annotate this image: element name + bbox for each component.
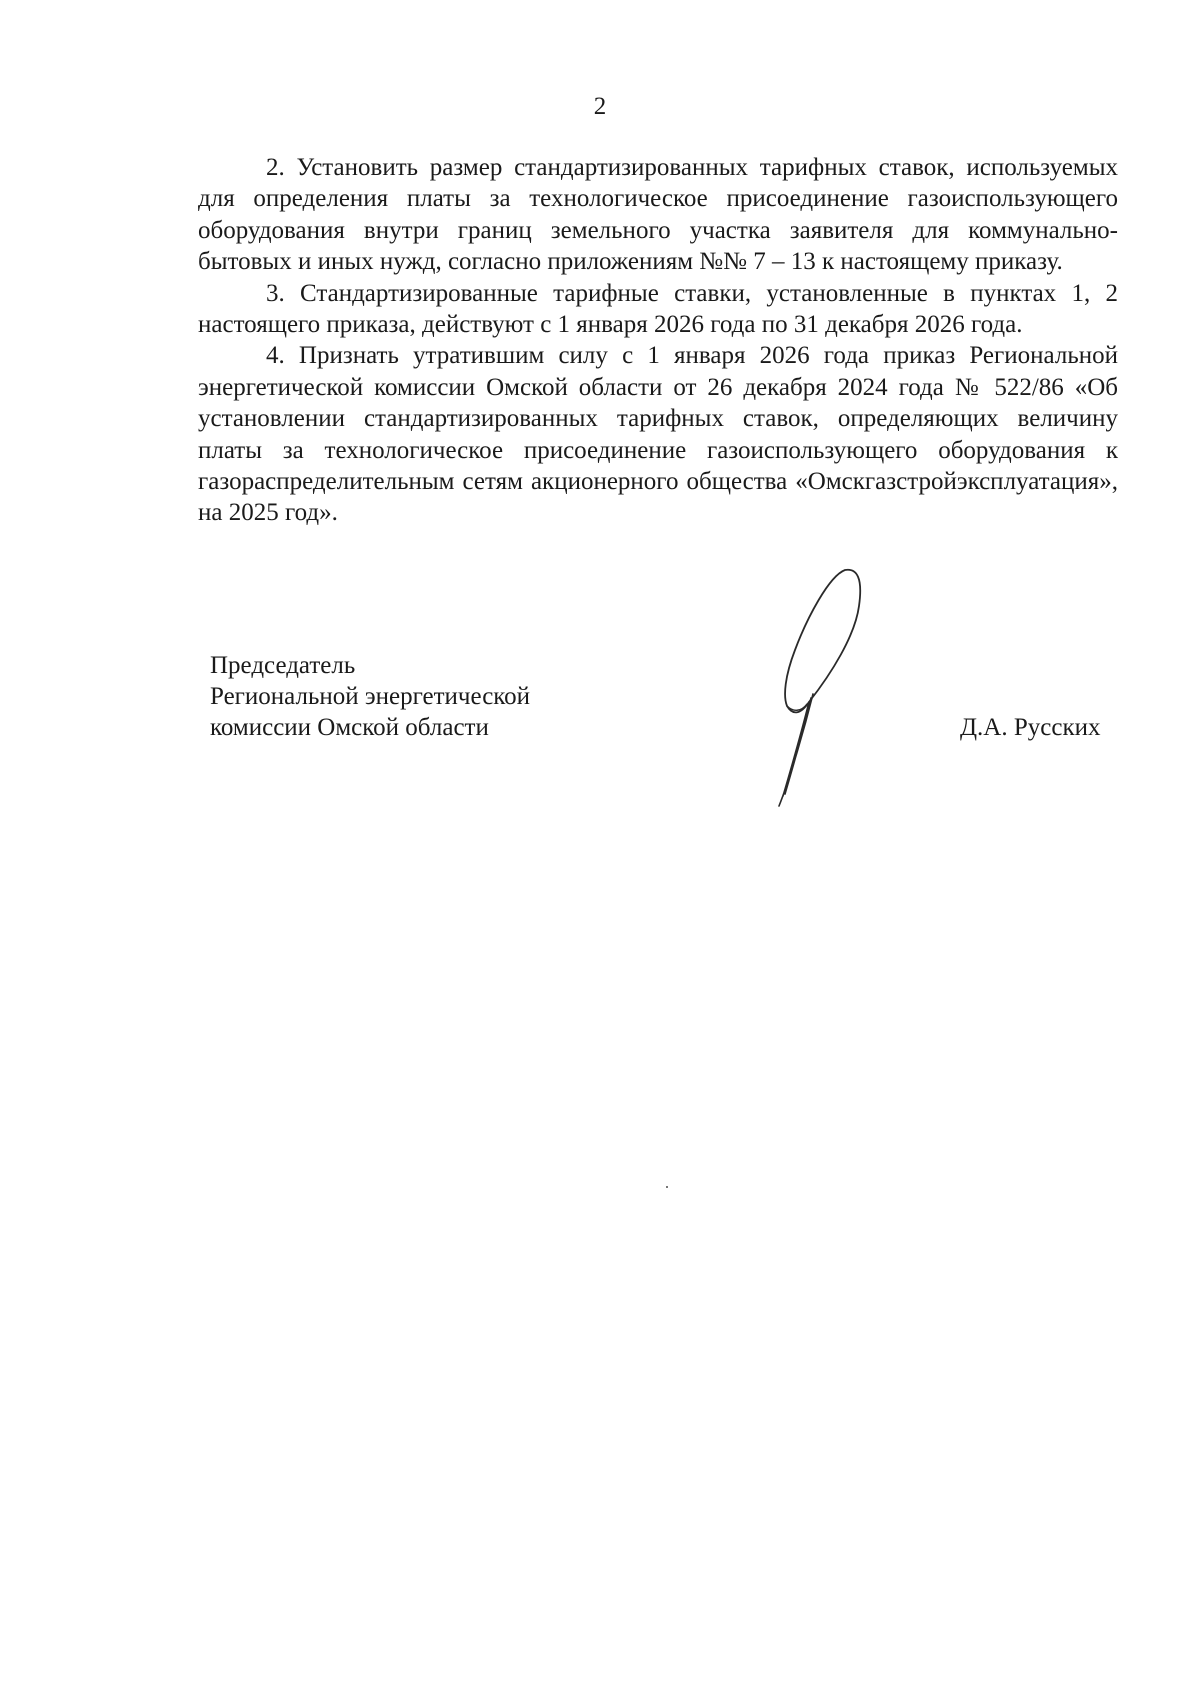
handwritten-signature bbox=[745, 566, 895, 816]
signatory-position bbox=[210, 650, 530, 743]
scan-speck bbox=[666, 1186, 668, 1188]
paragraph-item-2: 2. Установить размер стандартизированных тарифных ставок, используемых для определения платы за технологическое присоединение газоиспользующего оборудования внутри границ земельного участка заявителя для коммунально-бытовых и иных нужд, согласно приложениям №№ 7 – 13 к настоящему приказу. bbox=[198, 154, 1118, 276]
signatory-name: Д.А. Русских bbox=[960, 714, 1101, 741]
signatory-position-line: Региональной энергетической bbox=[210, 683, 531, 710]
signatory-position-line: Председатель bbox=[210, 652, 356, 679]
paragraph-item-3: 3. Стандартизированные тарифные ставки, установленные в пунктах 1, 2 настоящего приказа, действуют с 1 января 2026 года по 31 декабря 2026 года. bbox=[198, 279, 1118, 339]
signatory-position-line: комиссии Омской области bbox=[210, 714, 489, 741]
paragraph-item-4: 4. Признать утратившим силу с 1 января 2026 года приказ Региональной энергетической комиссии Омской области от 26 декабря 2024 года № 522/86 «Об установлении стандартизированных тарифных ставок, определяющих величину платы за технологическое присоединение газоиспользующего оборудования к газораспределительным сетям акционерного общества «Омскгазстройэксплуатация», на 2025 год». bbox=[198, 342, 1118, 527]
page-number: 2 bbox=[593, 93, 607, 120]
document-body bbox=[198, 152, 1118, 529]
